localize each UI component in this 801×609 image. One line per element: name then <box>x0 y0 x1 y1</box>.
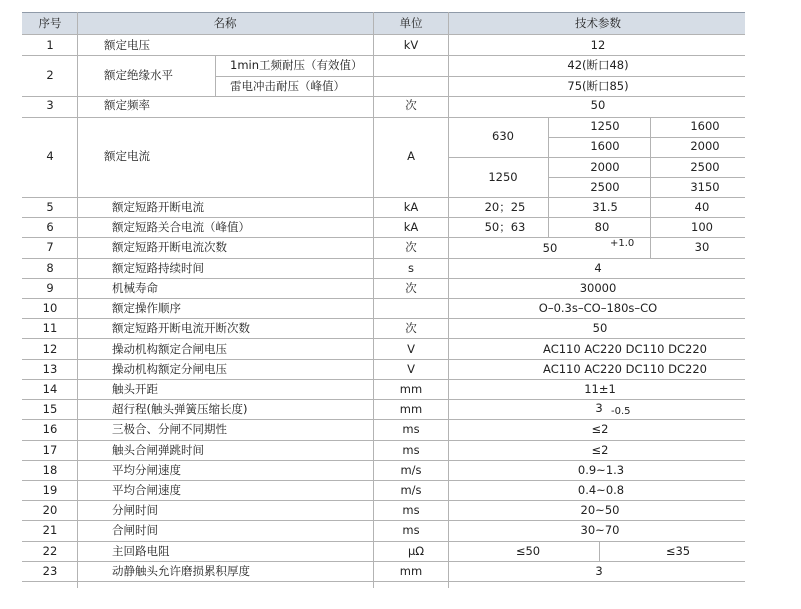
row-15-value: 3 <box>595 401 603 415</box>
row-20-unit: ms <box>402 503 420 517</box>
grid-line-h <box>215 76 745 77</box>
row-23-unit: mm <box>399 564 423 578</box>
row-4-g2b: 2500 <box>690 160 720 174</box>
grid-line-v <box>215 55 216 96</box>
row-20-name: 分闸时间 <box>112 503 158 517</box>
row-10-name: 额定操作顺序 <box>112 301 181 315</box>
row-17-name: 触头合闸弹跳时间 <box>112 443 204 457</box>
row-5-a: 20；25 <box>484 200 526 214</box>
row-21-name: 合闸时间 <box>112 523 158 537</box>
row-2-sub1: 1min工频耐压（有效值） <box>230 58 363 72</box>
row-22-name: 主回路电阻 <box>112 544 170 558</box>
grid-line-h <box>22 480 745 481</box>
row-2-sub2: 雷电冲击耐压（峰值） <box>230 79 345 93</box>
row-15-unit: mm <box>399 402 423 416</box>
row-3-name: 额定频率 <box>104 98 150 112</box>
grid-line-h <box>22 237 745 238</box>
row-4-g2d: 3150 <box>690 180 720 194</box>
row-17-unit: ms <box>402 443 420 457</box>
row-15-name: 超行程(触头弹簧压缩长度) <box>112 402 248 416</box>
grid-line-v <box>448 12 449 588</box>
row-8-no: 8 <box>46 261 54 275</box>
header-unit: 单位 <box>399 16 423 30</box>
grid-line-h <box>22 55 745 56</box>
grid-line-h <box>22 96 745 97</box>
row-15-no: 15 <box>42 402 58 416</box>
header-param: 技术参数 <box>575 16 621 30</box>
row-18-name: 平均分闸速度 <box>112 463 181 477</box>
row-12-value: AC110 AC220 DC110 DC220 <box>543 342 707 356</box>
row-23-name: 动静触头允许磨损累积厚度 <box>112 564 250 578</box>
row-18-no: 18 <box>42 463 58 477</box>
grid-line-h <box>448 157 745 158</box>
row-9-value: 30000 <box>579 281 617 295</box>
row-6-b: 80 <box>594 220 610 234</box>
grid-line-h <box>22 12 745 13</box>
row-4-g1b: 1600 <box>690 119 720 133</box>
row-7-unit: 次 <box>405 240 417 254</box>
row-4-g1a: 1250 <box>590 119 620 133</box>
row-23-no: 23 <box>42 564 58 578</box>
row-21-value: 30~70 <box>580 523 620 537</box>
row-21-unit: ms <box>402 523 420 537</box>
row-17-no: 17 <box>42 443 58 457</box>
row-12-no: 12 <box>42 342 58 356</box>
grid-line-h <box>22 338 745 339</box>
row-9-unit: 次 <box>405 281 417 295</box>
row-4-group1: 630 <box>492 129 514 143</box>
row-7-no: 7 <box>46 240 54 254</box>
grid-line-h <box>22 359 745 360</box>
grid-line-h <box>22 117 745 118</box>
row-18-unit: m/s <box>400 463 422 477</box>
row-10-value: O–0.3s–CO–180s–CO <box>538 301 658 315</box>
grid-line-h <box>22 278 745 279</box>
grid-line-h <box>22 419 745 420</box>
grid-line-h <box>22 399 745 400</box>
grid-line-h <box>22 440 745 441</box>
row-6-c: 100 <box>691 220 713 234</box>
row-6-no: 6 <box>46 220 54 234</box>
row-5-name: 额定短路开断电流 <box>112 200 204 214</box>
row-8-name: 额定短路持续时间 <box>112 261 204 275</box>
row-13-no: 13 <box>42 362 58 376</box>
row-19-value: 0.4~0.8 <box>577 483 625 497</box>
row-14-value: 11±1 <box>584 382 616 396</box>
row-2-value2: 75(断口85) <box>567 79 629 93</box>
row-17-value: ≤2 <box>591 443 609 457</box>
grid-line-h <box>22 217 745 218</box>
row-22-a: ≤50 <box>515 544 541 558</box>
row-8-unit: s <box>408 261 414 275</box>
row-7-a: 50 <box>542 241 558 255</box>
row-11-no: 11 <box>42 321 58 335</box>
grid-line-v <box>599 541 600 561</box>
grid-line-h <box>22 298 745 299</box>
row-6-unit: kA <box>403 220 419 234</box>
grid-line-v <box>650 237 651 258</box>
row-7-sup: +1.0 <box>610 238 635 249</box>
header-no: 序号 <box>38 16 62 30</box>
row-4-g2c: 2500 <box>590 180 620 194</box>
row-16-unit: ms <box>402 422 420 436</box>
row-13-unit: V <box>407 362 415 376</box>
row-4-g1c: 1600 <box>590 139 620 153</box>
row-8-value: 4 <box>594 261 602 275</box>
row-11-name: 额定短路开断电流开断次数 <box>112 321 250 335</box>
grid-line-h <box>22 318 745 319</box>
row-2-name: 额定绝缘水平 <box>104 68 173 82</box>
grid-line-h <box>22 460 745 461</box>
row-13-value: AC110 AC220 DC110 DC220 <box>543 362 707 376</box>
row-16-value: ≤2 <box>591 422 609 436</box>
grid-line-h <box>548 177 745 178</box>
row-19-unit: m/s <box>400 483 422 497</box>
row-4-name: 额定电流 <box>104 149 150 163</box>
row-11-unit: 次 <box>405 321 417 335</box>
row-12-name: 操动机构额定合闸电压 <box>112 342 227 356</box>
row-22-no: 22 <box>42 544 58 558</box>
grid-line-v <box>373 12 374 588</box>
row-5-b: 31.5 <box>592 200 618 214</box>
row-1-value: 12 <box>590 38 606 52</box>
grid-line-v <box>650 117 651 197</box>
row-4-g2a: 2000 <box>590 160 620 174</box>
row-2-value1: 42(断口48) <box>567 58 629 72</box>
row-6-name: 额定短路关合电流（峰值） <box>112 220 250 234</box>
row-10-no: 10 <box>42 301 58 315</box>
row-16-no: 16 <box>42 422 58 436</box>
row-2-no: 2 <box>46 68 54 82</box>
row-5-no: 5 <box>46 200 54 214</box>
row-9-no: 9 <box>46 281 54 295</box>
row-15-sub: -0.5 <box>611 406 631 417</box>
table-header-background <box>22 12 745 34</box>
row-21-no: 21 <box>42 523 58 537</box>
row-14-unit: mm <box>399 382 423 396</box>
row-13-name: 操动机构额定分闸电压 <box>112 362 227 376</box>
grid-line-h <box>22 258 745 259</box>
grid-line-v <box>77 12 78 588</box>
row-4-g1d: 2000 <box>690 139 720 153</box>
row-23-value: 3 <box>595 564 603 578</box>
grid-line-h <box>22 197 745 198</box>
row-1-no: 1 <box>46 38 54 52</box>
row-3-value: 50 <box>590 98 606 112</box>
row-20-no: 20 <box>42 503 58 517</box>
grid-line-h <box>22 379 745 380</box>
row-14-no: 14 <box>42 382 58 396</box>
row-6-a: 50；63 <box>484 220 526 234</box>
row-7-name: 额定短路开断电流次数 <box>112 240 227 254</box>
row-4-unit: A <box>407 149 415 163</box>
row-3-unit: 次 <box>405 98 417 112</box>
grid-line-h <box>22 541 745 542</box>
grid-line-h <box>22 34 745 35</box>
row-19-name: 平均合闸速度 <box>112 483 181 497</box>
grid-line-h <box>22 561 745 562</box>
row-16-name: 三极合、分闸不同期性 <box>112 422 227 436</box>
row-20-value: 20~50 <box>580 503 620 517</box>
row-14-name: 触头开距 <box>112 382 158 396</box>
header-name: 名称 <box>213 16 237 30</box>
row-18-value: 0.9~1.3 <box>577 463 625 477</box>
grid-line-v <box>650 197 651 237</box>
grid-line-v <box>548 117 549 197</box>
row-4-group2: 1250 <box>488 170 518 184</box>
row-5-c: 40 <box>694 200 710 214</box>
grid-line-h <box>22 581 745 582</box>
row-12-unit: V <box>407 342 415 356</box>
row-1-unit: kV <box>403 38 419 52</box>
grid-line-v <box>548 197 549 237</box>
row-11-value: 50 <box>592 321 608 335</box>
row-5-unit: kA <box>403 200 419 214</box>
row-9-name: 机械寿命 <box>112 281 158 295</box>
row-4-no: 4 <box>46 149 54 163</box>
grid-line-h <box>22 520 745 521</box>
grid-line-h <box>22 500 745 501</box>
row-7-c: 30 <box>694 240 710 254</box>
row-19-no: 19 <box>42 483 58 497</box>
row-1-name: 额定电压 <box>104 38 150 52</box>
row-3-no: 3 <box>46 98 54 112</box>
row-22-b: ≤35 <box>665 544 691 558</box>
row-22-unit: μΩ <box>407 544 425 558</box>
grid-line-h <box>548 137 745 138</box>
